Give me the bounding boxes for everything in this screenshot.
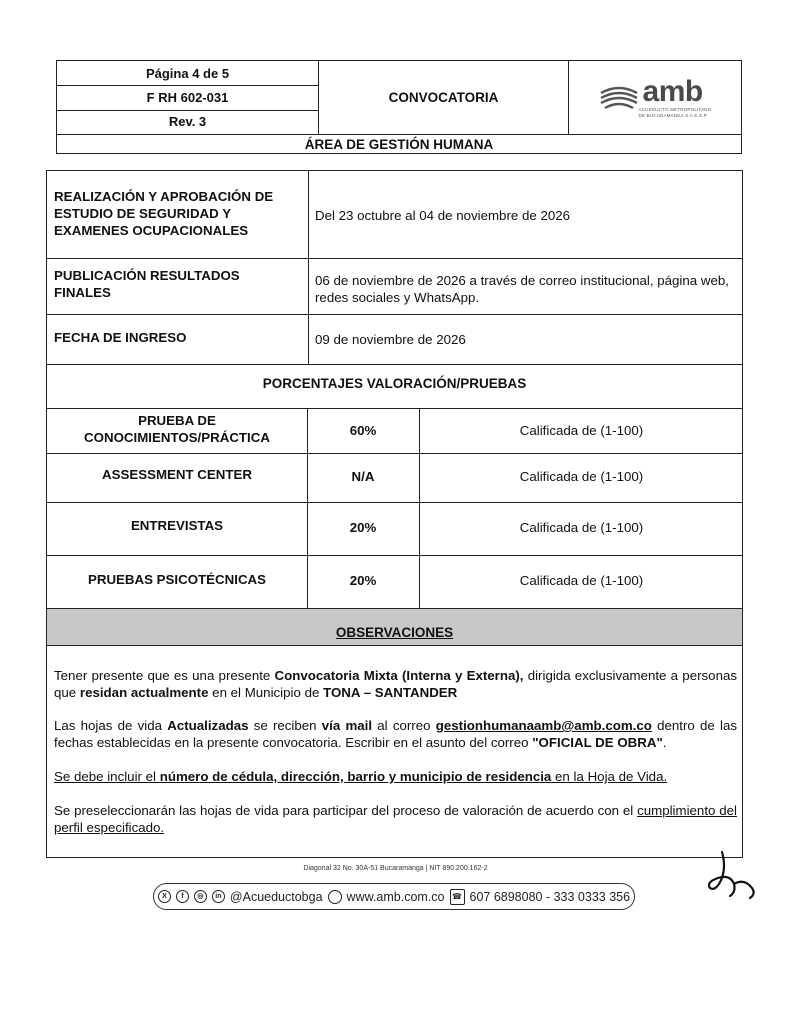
test-percent-conocimientos: 60% xyxy=(349,423,377,438)
test-percent-psicotecnicas: 20% xyxy=(349,573,377,588)
observation-email xyxy=(54,717,737,751)
test-name-conocimientos: PRUEBA DE CONOCIMIENTOS/PRÁCTICA xyxy=(84,413,270,445)
handwritten-signature xyxy=(700,848,760,908)
logo-subtitle-2: DE BUCARAMANGA S.A E.S.P. xyxy=(638,112,708,118)
website-link[interactable]: www.amb.com.co xyxy=(346,889,445,904)
test-percent-entrevistas: 20% xyxy=(349,520,377,535)
observation-id xyxy=(54,768,737,785)
obs-required-data: número de cédula, dirección, barrio y municipio de residencia xyxy=(159,769,552,784)
footer-address: Diagonal 32 No. 30A-51 Bucaramanga | NIT 890.200.162-2 xyxy=(303,865,488,872)
obs-text: Las hojas de vida xyxy=(54,718,168,733)
linkedin-icon[interactable]: in xyxy=(212,890,225,903)
obs-text: en la Hoja de Vida. xyxy=(551,769,668,784)
obs-text: dentro de las fechas establecidas en la presente convocatoria. Escribir en el asunto del correo xyxy=(54,718,737,750)
convocatoria-table xyxy=(46,170,743,858)
document-type: CONVOCATORIA xyxy=(319,61,569,134)
obs-via-mail: vía mail xyxy=(321,718,373,733)
row-divider xyxy=(47,314,742,315)
footer-contact-bar xyxy=(153,883,635,910)
x-icon[interactable]: X xyxy=(158,890,171,903)
test-name-assessment: ASSESSMENT CENTER xyxy=(102,467,252,482)
schedule-divider xyxy=(308,171,309,364)
obs-residan: residan actualmente xyxy=(79,685,209,700)
observation-preselection xyxy=(54,802,737,836)
obs-text: . xyxy=(662,735,667,750)
row-divider xyxy=(47,645,742,646)
obs-actualizadas: Actualizadas xyxy=(167,718,249,733)
row-divider xyxy=(47,502,742,503)
row-divider xyxy=(47,453,742,454)
area-title: ÁREA DE GESTIÓN HUMANA xyxy=(57,134,741,153)
schedule-label-results: PUBLICACIÓN RESULTADOS FINALES xyxy=(54,268,240,300)
row-divider xyxy=(47,364,742,365)
obs-text: Tener presente que es una presente xyxy=(54,668,275,683)
logo-subtitle-1: ACUEDUCTO METROPOLITANO xyxy=(638,107,712,113)
row-divider xyxy=(47,258,742,259)
obs-subject: "OFICIAL DE OBRA" xyxy=(532,735,663,750)
page-number: Página 4 de 5 xyxy=(57,61,318,86)
schedule-label-start: FECHA DE INGRESO xyxy=(54,330,187,345)
row-divider xyxy=(47,555,742,556)
waves-icon xyxy=(599,85,639,111)
facebook-icon[interactable]: f xyxy=(176,890,189,903)
test-grading-assessment: Calificada de (1-100) xyxy=(519,469,644,484)
header-meta xyxy=(57,61,319,134)
obs-text: al correo xyxy=(372,718,436,733)
schedule-value-results: 06 de noviembre de 2026 a través de correo institucional, página web, redes sociales y WhatsApp. xyxy=(315,273,729,305)
instagram-icon[interactable]: ◎ xyxy=(194,890,207,903)
row-divider xyxy=(47,608,742,609)
percentages-title: PORCENTAJES VALORACIÓN/PRUEBAS xyxy=(262,376,527,391)
revision: Rev. 3 xyxy=(168,114,207,130)
row-divider xyxy=(47,408,742,409)
obs-text: Se debe incluir el xyxy=(54,769,160,784)
logo-word: amb xyxy=(642,75,703,109)
social-handle[interactable]: @Acueductobga xyxy=(229,889,323,904)
test-grading-entrevistas: Calificada de (1-100) xyxy=(519,520,644,535)
test-name-entrevistas: ENTREVISTAS xyxy=(130,518,224,533)
schedule-value-start: 09 de noviembre de 2026 xyxy=(315,332,466,347)
obs-convocatoria-mixta: Convocatoria Mixta (Interna y Externa), xyxy=(274,668,524,683)
schedule-value-security: Del 23 octubre al 04 de noviembre de 2026 xyxy=(315,208,571,223)
obs-text: se reciben xyxy=(248,718,322,733)
test-grading-psicotecnicas: Calificada de (1-100) xyxy=(519,573,644,588)
test-name-psicotecnicas: PRUEBAS PSICOTÉCNICAS xyxy=(87,572,267,587)
globe-icon xyxy=(328,890,342,904)
schedule-label-security: REALIZACIÓN Y APROBACIÓN DE ESTUDIO DE SEGURIDAD Y EXAMENES OCUPACIONALES xyxy=(54,189,274,238)
obs-text: dirigida exclusivamente a personas que xyxy=(54,668,738,700)
obs-text: en el Municipio de xyxy=(208,685,324,700)
obs-perfil: cumplimiento del perfil especificado. xyxy=(54,803,737,835)
email-link[interactable]: gestionhumanaamb@amb.com.co xyxy=(435,718,652,733)
phone-numbers: 607 6898080 - 333 0333 356 xyxy=(469,889,631,904)
obs-municipio: TONA – SANTANDER xyxy=(323,685,458,700)
phone-icon: ☎ xyxy=(450,889,465,905)
observations-title: OBSERVACIONES xyxy=(335,625,454,640)
form-code: F RH 602-031 xyxy=(57,85,318,110)
test-grading-conocimientos: Calificada de (1-100) xyxy=(519,423,644,438)
observation-residence xyxy=(54,667,737,701)
document-header xyxy=(56,60,742,154)
obs-text: Se preseleccionarán las hojas de vida para participar del proceso de valoración de acuerdo con el xyxy=(54,803,638,818)
test-percent-assessment: N/A xyxy=(351,469,375,484)
amb-logo xyxy=(569,61,741,134)
